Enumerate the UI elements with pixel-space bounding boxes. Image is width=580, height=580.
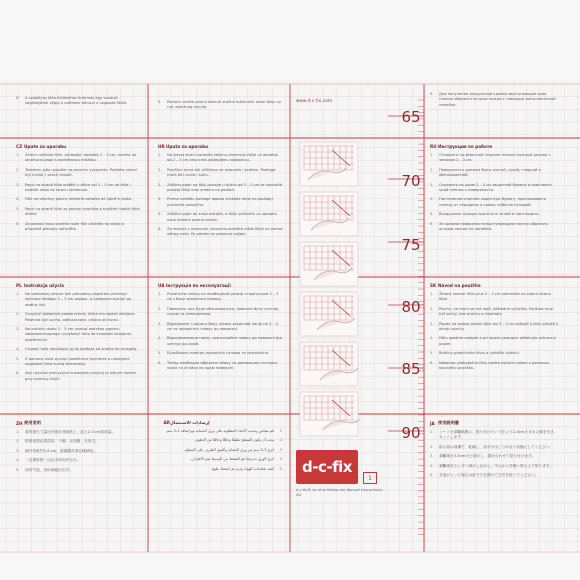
- instruction-step: [430, 222, 560, 233]
- step-number: 6.: [158, 227, 162, 232]
- scale-label-85: 85: [401, 360, 421, 378]
- instruction-step: [158, 467, 283, 472]
- step-text: Відокремте з одного боку плівки захисний папір на 3 – 5 см та прикріпіть плівку до поверхні.: [167, 321, 278, 332]
- step-text: Fólii na všechny plochy zřetelně zatlačte až úplně k ploše.: [25, 197, 133, 202]
- step-number: .3: [279, 447, 283, 452]
- scale-label-70: 70: [401, 172, 421, 190]
- dcfix-logo: [296, 450, 358, 484]
- step-number: 3.: [430, 321, 434, 326]
- step-text: 一边揭背纸一边从中间向外压平。: [25, 458, 81, 463]
- instruction-step: [158, 438, 283, 443]
- application-illustrations: [298, 140, 360, 440]
- instruction-step: [16, 183, 141, 194]
- scale-label-75: 75: [401, 236, 421, 254]
- instruction-step: [430, 197, 560, 208]
- step-number: 2.: [430, 306, 434, 311]
- step-number: 1.: [16, 292, 20, 296]
- instruction-step: [16, 197, 141, 202]
- step-number: 4.: [16, 347, 20, 352]
- step-text: 如有气泡，用针刺破后压平。: [25, 467, 73, 472]
- step-text: Na odcinku około 3 – 5 cm usunąć warstwę papieru zabezpieczającego i przyłożyć folię do krawędzi oklejanej powierzchni.: [25, 327, 131, 342]
- step-number: 2.: [16, 312, 20, 317]
- step-number: 1.: [430, 292, 434, 296]
- step-number: 2.: [158, 167, 162, 172]
- ja-heading: JA 使用説明書: [430, 420, 459, 426]
- step-number: 6.: [430, 360, 434, 365]
- step-number: .5: [279, 466, 283, 471]
- instruction-step: [158, 307, 283, 318]
- instruction-step: [430, 336, 560, 347]
- instruction-step: [16, 458, 141, 463]
- step-text: Zaštitni papir do kraja odvojte, a fóliju pritisnite uz uporabu suhe tkanine prema sredini.: [167, 212, 277, 222]
- scale-label-90: 90: [401, 424, 421, 442]
- instruction-step: [158, 212, 283, 223]
- step-text: 将所需尺寸量出并画在背面纸上，加上2-3 cm的裕量。: [25, 430, 116, 434]
- instruction-step: [16, 371, 141, 382]
- step-number: 4.: [430, 463, 434, 468]
- step-number: .1: [279, 429, 283, 433]
- step-number: 4.: [430, 197, 434, 202]
- step-text: Поверхня, яка буде обклеюватися, повинна бути чистою, сухою та знежиреною.: [167, 306, 280, 317]
- step-text: 粘贴表面必须清洁、干燥、无油脂、无灰尘。: [25, 439, 99, 444]
- instruction-step: [158, 197, 283, 208]
- step-text: يجب أن يكون السطح نظيفًا وجافًا وخاليًا من الدهون.: [193, 438, 274, 443]
- step-text: Fóliu opatrne nalepte a pri lepení postupne odťahujte ochranný papier.: [439, 336, 556, 346]
- instruction-step: [16, 347, 141, 352]
- instruction-step: [430, 153, 560, 164]
- instruction-step: [430, 361, 560, 372]
- hr-block: [158, 144, 283, 242]
- step-number: 1.: [158, 292, 162, 296]
- ar-block: [158, 420, 283, 476]
- pl-steps: [16, 292, 141, 382]
- step-text: Поверхность должна быть чистой, сухой, гладкой и обезжиренной.: [439, 167, 541, 178]
- step-text: اثقب فقاعات الهواء بإبرة ثم اضغط عليها.: [210, 466, 274, 471]
- step-text: Za rezanje s neravnim rubovima odrežite višak fólije uz pomoć oštrog noža. Po potrebi se ponovno naljepi.: [167, 227, 283, 237]
- step-text: قم بقياس وتحديد الأبعاد المطلوبة على ورق الحماية مع إضافة 2-3 سم.: [165, 429, 274, 433]
- pl-block: [16, 283, 141, 386]
- step-text: Бульбашки повітря проколіть голкою та притисніть.: [167, 351, 270, 356]
- step-text: Тепер необхідно обрізати плівку за допомогою гострого ножа та лінійки по краю поверхні.: [167, 360, 278, 371]
- instruction-step: [158, 336, 283, 347]
- uk-steps: [158, 292, 283, 371]
- step-number: 3.: [430, 454, 434, 459]
- step-number: 4.: [430, 336, 434, 341]
- page-number: 1: [363, 472, 377, 484]
- step-text: Отмерить на обратной стороне пленки нужный размер с запасом 2 – 3 см.: [439, 153, 551, 163]
- step-text: Na lijevoj strani nanesite željenu dimenziju fólije uz dodatak od 2 – 3 cm kroz sred zalijepljenu naljepnicu.: [167, 153, 278, 163]
- instruction-step: [16, 468, 141, 473]
- step-number: 4.: [16, 458, 20, 463]
- instruction-step: [430, 292, 560, 303]
- instruction-step: [430, 473, 560, 478]
- step-number: 6.: [430, 221, 434, 226]
- step-text: Nakoniec prebytočnú fóliu orežte ostrým nožom s pomocou kovového pravítka.: [439, 360, 549, 371]
- instruction-step: [430, 307, 560, 318]
- instruction-step: [158, 361, 283, 372]
- step-number: 6.: [16, 221, 20, 226]
- instruction-step: [16, 168, 141, 179]
- instruction-step: [16, 449, 141, 454]
- step-number: 5.: [158, 212, 162, 217]
- step-text: Za pomoci kusu ostrého nože fólii uřízněte na okraji a případné přesahy odřízněte.: [25, 221, 125, 232]
- ar-steps: [158, 429, 283, 472]
- hu-top-block: [16, 96, 141, 111]
- instruction-step: [430, 212, 560, 217]
- step-text: 剥離紙を3-5cmほど剥がし、端を合わせて貼り付けます。: [439, 454, 536, 459]
- step-text: Bubliny prepichnite ihlou a vytlačte vzduch.: [439, 351, 520, 356]
- step-number: 3.: [16, 182, 20, 187]
- instruction-step: [158, 351, 283, 356]
- step-number: 6.: [16, 371, 20, 376]
- instruction-step: [430, 430, 560, 441]
- sk-steps: [430, 292, 560, 371]
- ru-heading: RU Инструкция по работе: [430, 144, 493, 149]
- instruction-step: [430, 454, 560, 459]
- instruction-step: [16, 357, 141, 368]
- step-text: Papier na zadnej strane fólie asi 3 – 5 cm odlepiť a fóliu priložiť k okraju plochy.: [439, 321, 559, 332]
- step-number: 5.: [16, 356, 20, 361]
- zh-steps: [16, 430, 141, 473]
- instruction-step: [16, 292, 141, 308]
- step-number: 5.: [430, 351, 434, 356]
- instruction-step: [158, 322, 283, 333]
- step-text: Aby uzyskać precyzyjne krawędzie przytnij je ostrym nożem przy pomocy linijki.: [25, 371, 137, 381]
- step-number: 5.: [430, 212, 434, 217]
- instruction-step: [158, 292, 283, 303]
- instruction-step: [16, 153, 141, 164]
- ar-heading: إرشادات الاستعمال AR: [163, 420, 210, 425]
- ru-block: [430, 144, 560, 236]
- step-number: .4: [279, 457, 283, 462]
- step-number: 2.: [430, 444, 434, 449]
- step-number: 2.: [158, 306, 162, 311]
- logo-text: d-c-fix: [302, 458, 352, 476]
- scale-label-80: 80: [401, 298, 421, 316]
- instruction-step: [16, 327, 141, 343]
- step-text: Površina mora biti očišćena od masnoće i prašine. Podloga mora biti ravna i suha.: [167, 167, 276, 178]
- step-text: انزع الورق تدريجيًا مع الضغط من الوسط نحو الأطراف.: [189, 457, 274, 462]
- hr-top-block: [158, 100, 283, 115]
- ru-top-block: [430, 92, 560, 112]
- step-number: 5.: [430, 473, 434, 478]
- instruction-step: [16, 312, 141, 323]
- cs-steps: [16, 153, 141, 232]
- ja-block: [430, 420, 560, 482]
- step-text: Papír na straně fólie za pomoci pravítka a krajíček hladké fólie otřete.: [25, 206, 140, 217]
- step-text: Відокремлюючи папір, притискайте плівку до поверхні від центру до країв.: [167, 336, 282, 346]
- sk-heading: SK Návod na použitie: [430, 283, 481, 288]
- ru-steps: [430, 153, 560, 232]
- step-text: Usuwać folię dociskając ją do podłoża od środka do brzegów.: [25, 347, 138, 352]
- hr-steps: [158, 153, 283, 238]
- hr-top-step: 6. Pomoću mekih perica stisnuti zračne mjehuriće izvan fóliju uz rub uzdužnog ravnila.: [158, 100, 281, 110]
- step-text: Tenkému páku položte na povrchu vyspravte. Podlaha nesmí být hrubá, i prach nevadí.: [25, 167, 137, 178]
- step-text: Oczyścić dokładnie powierzchnię, która ma zostać oklejona. Powinna być sucha, odtłuszczona i wolna od kurzu.: [25, 312, 136, 322]
- step-text: 剥離紙を少しずつ剥がしながら、中心から外側へ押さえて貼ります。: [439, 463, 554, 468]
- uk-heading: UA Інструкція по експлуатації: [158, 283, 231, 288]
- instruction-step: [158, 429, 283, 434]
- step-number: 4.: [158, 336, 162, 341]
- scale-label-65: 65: [401, 108, 421, 126]
- step-number: 1.: [430, 430, 434, 434]
- instruction-step: [430, 183, 560, 194]
- ru-top-step: 6. Для получения аккуратной кромки выступающие края пленки обрезать острым ножом с помощью металлической линейки.: [430, 92, 556, 107]
- ja-steps: [430, 430, 560, 478]
- cs-block: [16, 144, 141, 236]
- step-number: 4.: [16, 197, 20, 202]
- step-number: 4.: [158, 197, 162, 202]
- step-text: 貼る面は清潔で、乾燥し、油分やほこりがない状態にしてください。: [439, 444, 554, 449]
- step-text: انزع 3-5 سم من ورق الحماية وألصق الطرف على السطح.: [183, 447, 274, 452]
- sk-block: [430, 283, 560, 375]
- instruction-step: [158, 168, 283, 179]
- step-number: 3.: [16, 448, 20, 453]
- instruction-step: [158, 227, 283, 238]
- instruction-step: [430, 464, 560, 469]
- step-number: 1.: [430, 153, 434, 157]
- pl-heading: PL Instrukcja użycia: [16, 283, 64, 288]
- step-text: Želenu velikost fólie, přidavajíc dodatek 2 – 3 cm, nanést na strukturní papír s rozměrovou mřížkou.: [25, 153, 137, 163]
- step-text: Papír na straně fólie oddělit v délce asi 3 – 5 cm od fólie i naležte nebo na stranu středovou.: [25, 182, 131, 193]
- instruction-step: [16, 439, 141, 444]
- step-number: 3.: [158, 182, 162, 187]
- step-number: 1.: [16, 430, 20, 434]
- step-text: Отделить по краю 3 – 5 см защитной бумаги и приклеить край пленки к поверхности.: [439, 182, 552, 193]
- step-number: 5.: [16, 206, 20, 211]
- instruction-step: [158, 448, 283, 453]
- step-text: 揭开背纸约3-5 cm，将薄膜对准边缘粘贴。: [25, 448, 97, 453]
- step-text: За краями поверхности выступающую пленку обрезать острым ножом по линейке.: [439, 221, 549, 232]
- step-text: Zaštitni papir na fóliji odvojte u dužini od 3 – 5 cm te naznačiti položaj fólije kroz sredinu na podlozi.: [167, 182, 283, 193]
- step-text: Воздушные пузыри проткнуть иглой и пригладить.: [439, 212, 540, 217]
- step-number: 6.: [158, 360, 162, 365]
- trademark-text: d-c-fix® ist eine Marke der Konrad Hornschuch AG: [296, 488, 383, 497]
- step-text: Розмітити плівку на необхідний розмір з припуском 2 – 3 см з боку захисного паперу.: [167, 292, 279, 302]
- zh-block: [16, 420, 141, 477]
- cs-heading: CZ Upute za uporabu: [16, 144, 67, 149]
- zh-heading: ZH 使用说明: [16, 420, 41, 426]
- step-number: 5.: [16, 467, 20, 472]
- step-number: 2.: [16, 167, 20, 172]
- instruction-step: [430, 445, 560, 450]
- hu-top-step: 6. A szabályos fólia kiütéséhez érdemes egy vonalzó segítségével végig a széleken áthúzni a ragasztó fóliát.: [16, 96, 128, 106]
- step-text: 気泡が入った場合は針で穴を開けて空気を抜いてください。: [439, 473, 539, 478]
- instruction-step: [16, 222, 141, 233]
- instruction-step: [16, 430, 141, 435]
- step-number: 1.: [158, 153, 162, 157]
- step-text: Постепенно отделяя защитную бумагу, приглаживать пленку от середины к краям, избегая пузырей.: [439, 197, 546, 207]
- step-text: Prema središtu podloge lagano stiskajte dalje na podlogu prislonite polovično.: [167, 197, 273, 207]
- instruction-step: [16, 207, 141, 218]
- hr-heading: HR Uputa za uporabu: [158, 144, 209, 149]
- uk-block: [158, 283, 283, 375]
- step-number: 1.: [16, 153, 20, 157]
- instruction-step: [430, 168, 560, 179]
- step-text: Želaný rozmer fólie plus 2 – 3 cm nakreslite na zadnú stranu fólie.: [439, 292, 551, 302]
- step-number: .2: [279, 438, 283, 443]
- step-text: Z pomocą noża wyciąć powietrzne pęcherze a następnie wygładzić folię suchą ściereczką.: [25, 356, 130, 367]
- step-number: 3.: [16, 327, 20, 332]
- step-number: 3.: [430, 182, 434, 187]
- website-text: www.d-c-fix.com: [296, 98, 333, 103]
- step-text: Plochu, na ktorú sa má lepiť, dôkladne vyčistite. Podklad musí byť suchý, bez prachu a mastnoty.: [439, 306, 554, 317]
- instruction-step: [430, 322, 560, 333]
- instruction-step: [158, 457, 283, 462]
- step-number: 5.: [158, 351, 162, 356]
- step-text: シートを剥離紙側に、貼り付けたい寸法より2-3cm大きめに線を引き、カットします。: [439, 430, 558, 440]
- step-number: 3.: [158, 321, 162, 326]
- step-text: Na odwrotnej stronie folii potrzebny papierem zmierzyć wymiary dodając 2 – 3 cm zapasu, a następnie wyciąć go wzdłuż linii.: [25, 292, 131, 307]
- step-number: 2.: [430, 167, 434, 172]
- instruction-step: [430, 351, 560, 356]
- instruction-step: [158, 183, 283, 194]
- step-number: 2.: [16, 439, 20, 444]
- instruction-step: [158, 153, 283, 164]
